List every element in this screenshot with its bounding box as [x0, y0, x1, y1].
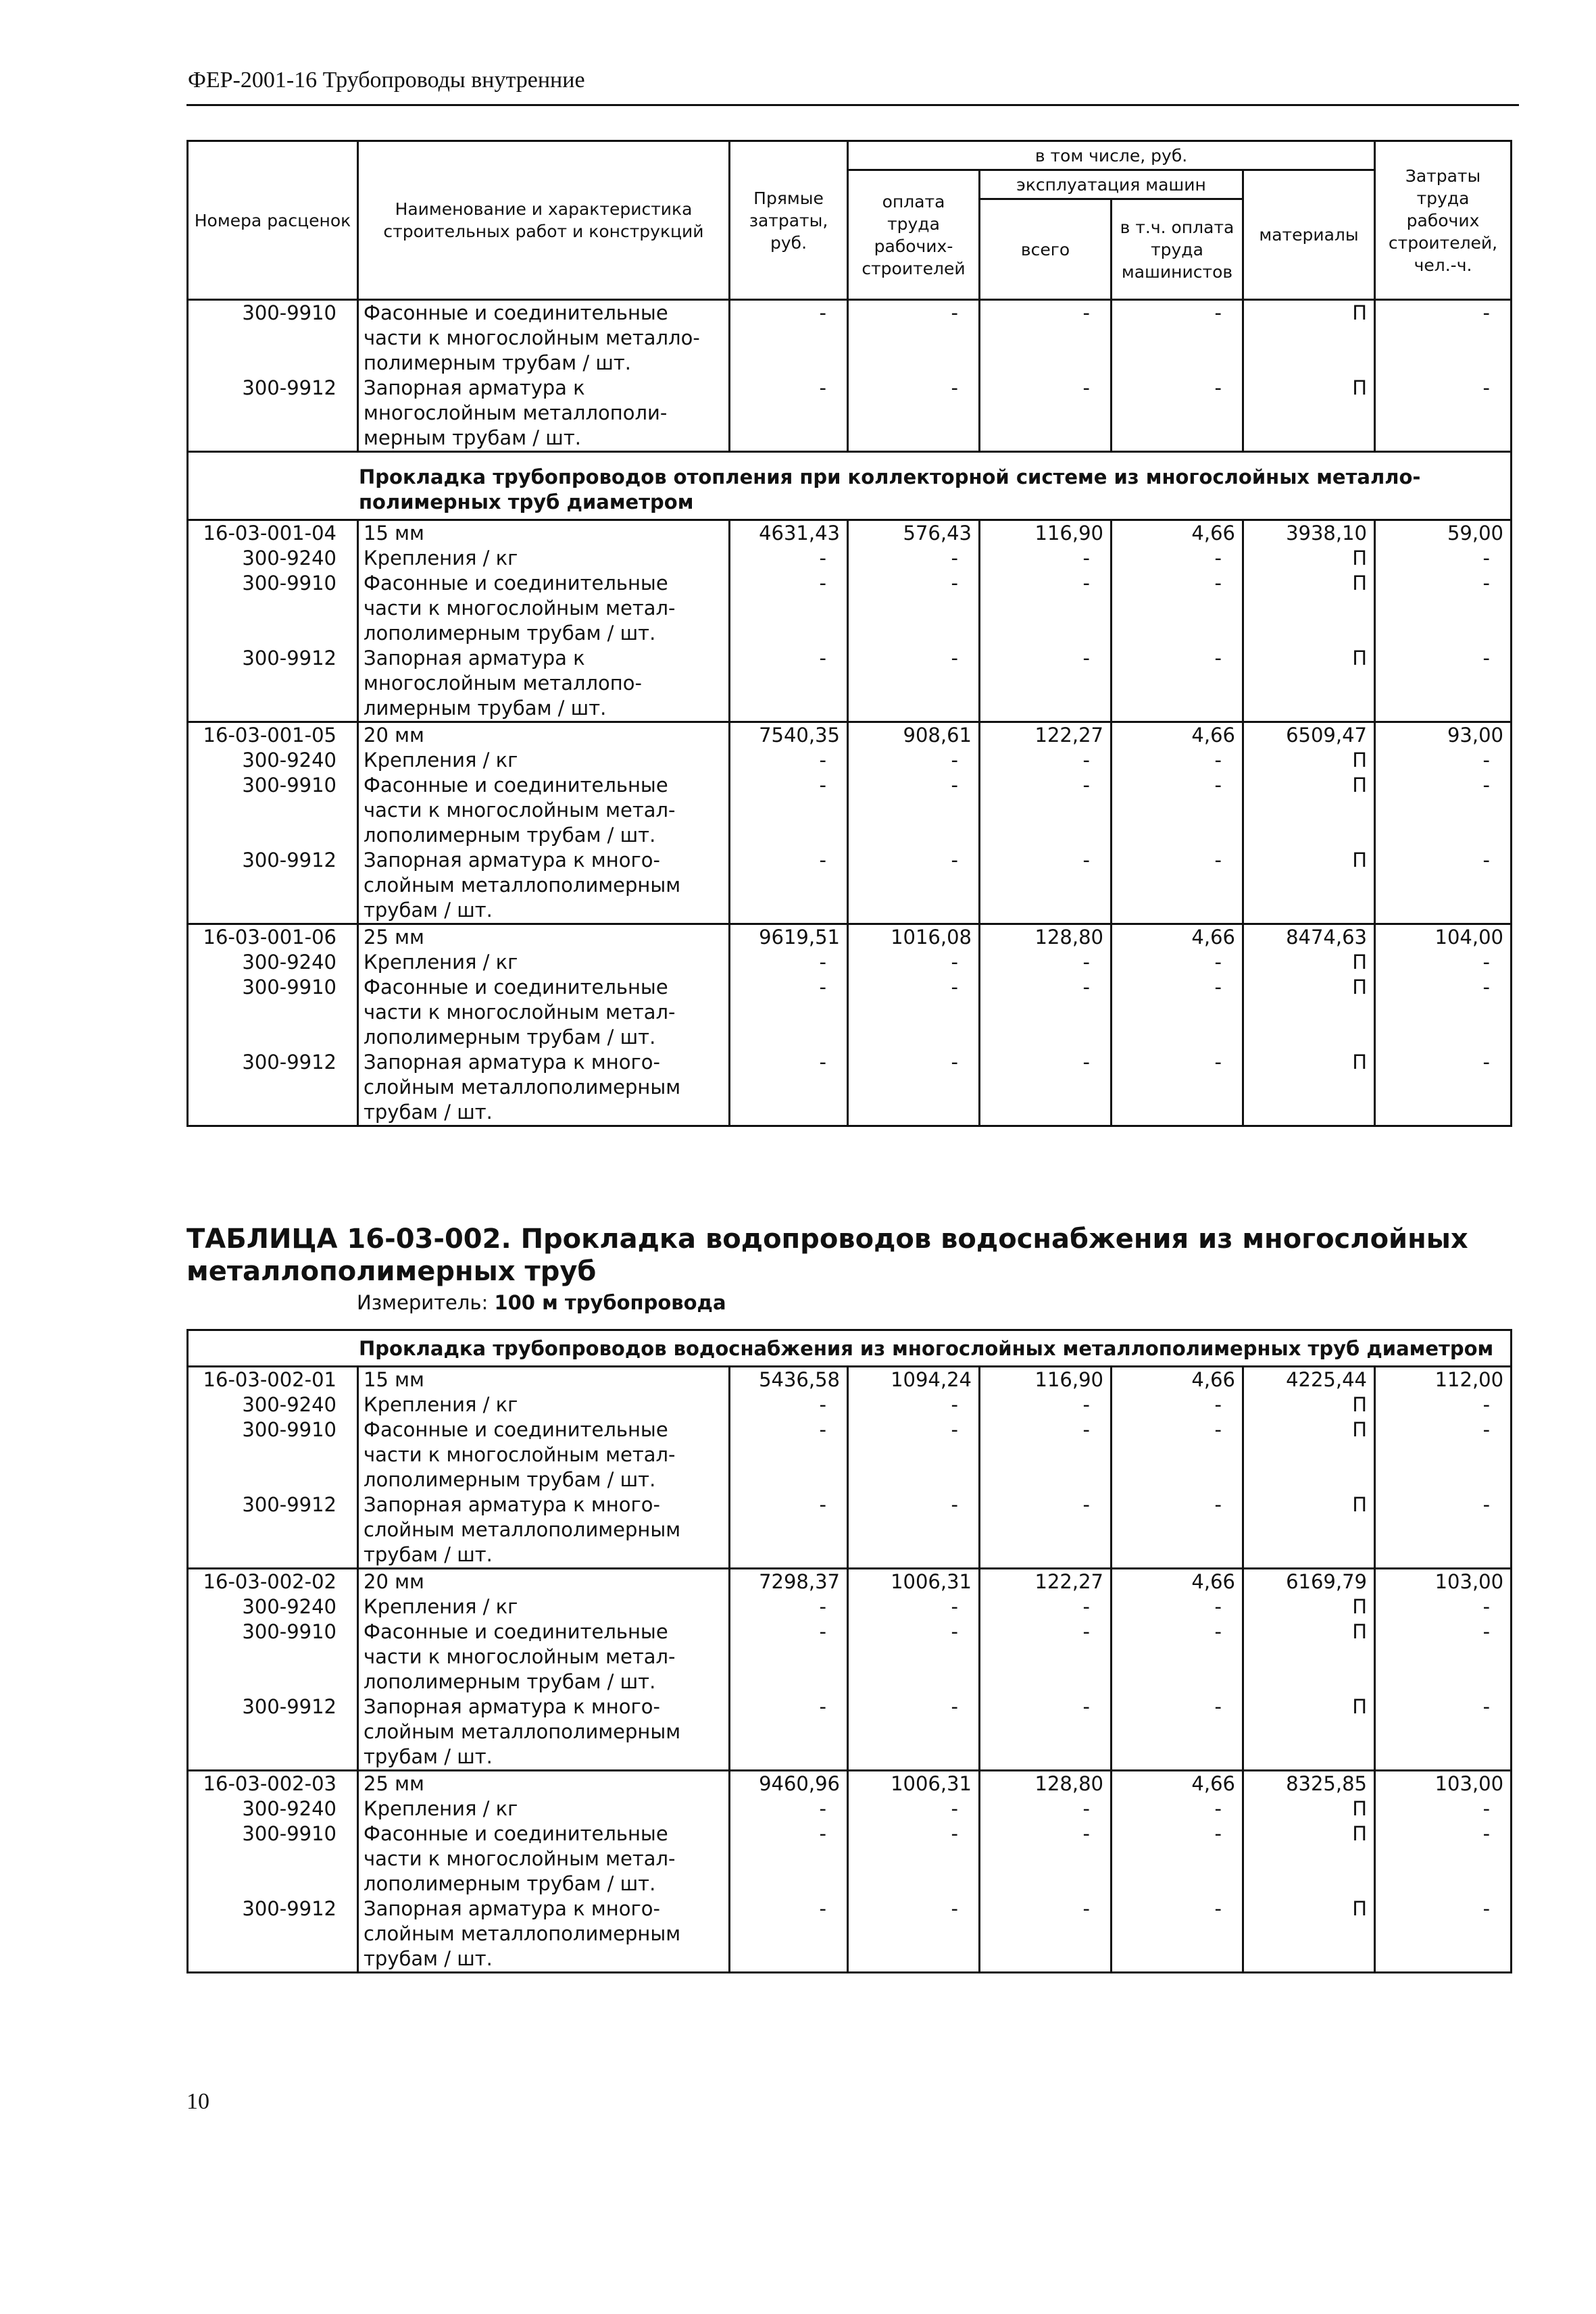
- cell-hours: -: [1375, 848, 1512, 924]
- cell-direct: 9619,51: [730, 924, 848, 951]
- cell-name: Крепления / кг: [358, 950, 730, 975]
- cell-direct: -: [730, 848, 848, 924]
- cell-hours: -: [1375, 1492, 1512, 1569]
- cell-hours: 103,00: [1375, 1771, 1512, 1797]
- cell-machines: -: [980, 1619, 1112, 1694]
- cell-code: 300-9910: [188, 571, 358, 646]
- table-row: [188, 300, 1512, 376]
- cell-machines: 128,80: [980, 1771, 1112, 1797]
- cell-materials: П: [1243, 1594, 1375, 1619]
- cell-hours: -: [1375, 975, 1512, 1050]
- cell-code: 300-9910: [188, 300, 358, 376]
- col-hours-header: Затраты труда рабочих строителей, чел.-ч.: [1375, 141, 1512, 300]
- cell-materials: П: [1243, 848, 1375, 924]
- header-rule: [186, 104, 1519, 106]
- table-row: [188, 1569, 1512, 1595]
- cell-name: Крепления / кг: [358, 1392, 730, 1417]
- cell-machines: -: [980, 975, 1112, 1050]
- cell-operators: -: [1112, 1492, 1243, 1569]
- cell-direct: -: [730, 646, 848, 722]
- cell-code: 300-9240: [188, 1796, 358, 1821]
- cell-direct: -: [730, 1896, 848, 1973]
- cell-labor: 1016,08: [848, 924, 980, 951]
- cell-hours: -: [1375, 1619, 1512, 1694]
- cell-materials: П: [1243, 773, 1375, 848]
- cell-direct: -: [730, 1417, 848, 1492]
- table-row: [188, 848, 1512, 924]
- cell-name: Запорная арматура к много-слойным металлополимерным трубам / шт.: [358, 1492, 730, 1569]
- cell-hours: -: [1375, 546, 1512, 571]
- table-row: [188, 1796, 1512, 1821]
- table-body-water: [188, 1367, 1512, 1973]
- table-row: [188, 546, 1512, 571]
- cell-machines: -: [980, 571, 1112, 646]
- table-row: [188, 950, 1512, 975]
- cell-code: 300-9240: [188, 546, 358, 571]
- cell-machines: -: [980, 1694, 1112, 1771]
- cell-name: Фасонные и соединительные части к многослойным металло-полимерным трубам / шт.: [358, 300, 730, 376]
- table-row: [188, 1050, 1512, 1126]
- col-code-header: Номера расценок: [188, 141, 358, 300]
- cell-code: 16-03-002-02: [188, 1569, 358, 1595]
- cell-operators: -: [1112, 1896, 1243, 1973]
- cell-direct: -: [730, 950, 848, 975]
- cell-code: 300-9240: [188, 950, 358, 975]
- cell-operators: -: [1112, 1796, 1243, 1821]
- col-labor-header: оплата труда рабочих-строителей: [848, 170, 980, 300]
- table-row: [188, 376, 1512, 452]
- cell-machines: -: [980, 1417, 1112, 1492]
- cell-name: Запорная арматура к много-слойным металлополимерным трубам / шт.: [358, 1896, 730, 1973]
- cell-labor: -: [848, 748, 980, 773]
- cell-materials: П: [1243, 1050, 1375, 1126]
- cell-direct: -: [730, 376, 848, 452]
- table-body-heating: [188, 520, 1512, 1126]
- table-row: [188, 1619, 1512, 1694]
- cell-direct: -: [730, 1050, 848, 1126]
- table-row: [188, 748, 1512, 773]
- cell-operators: -: [1112, 848, 1243, 924]
- cell-hours: -: [1375, 646, 1512, 722]
- cell-hours: -: [1375, 1417, 1512, 1492]
- cell-labor: -: [848, 1050, 980, 1126]
- cell-machines: -: [980, 1492, 1112, 1569]
- cell-materials: П: [1243, 1492, 1375, 1569]
- cell-labor: -: [848, 1594, 980, 1619]
- cell-labor: -: [848, 1417, 980, 1492]
- cell-direct: -: [730, 1821, 848, 1896]
- cell-hours: 93,00: [1375, 722, 1512, 749]
- cell-direct: 9460,96: [730, 1771, 848, 1797]
- cell-machines: 122,27: [980, 722, 1112, 749]
- cell-machines: -: [980, 773, 1112, 848]
- table-row: [188, 1896, 1512, 1973]
- cell-operators: -: [1112, 571, 1243, 646]
- cell-materials: П: [1243, 1417, 1375, 1492]
- cell-materials: П: [1243, 1392, 1375, 1417]
- table-header: [188, 141, 1512, 300]
- cell-direct: -: [730, 773, 848, 848]
- cell-operators: -: [1112, 748, 1243, 773]
- cell-materials: 8474,63: [1243, 924, 1375, 951]
- cell-operators: -: [1112, 546, 1243, 571]
- cell-code: 300-9910: [188, 773, 358, 848]
- section-heading: Прокладка трубопроводов водоснабжения из многослойных металлополимерных труб диаметром: [188, 1330, 1512, 1367]
- cell-labor: -: [848, 1821, 980, 1896]
- cell-machines: -: [980, 950, 1112, 975]
- meter-line: [357, 1290, 726, 1315]
- cell-code: 16-03-002-03: [188, 1771, 358, 1797]
- cell-machines: -: [980, 300, 1112, 376]
- cell-direct: 4631,43: [730, 520, 848, 547]
- cell-name: 15 мм: [358, 520, 730, 547]
- cell-operators: 4,66: [1112, 520, 1243, 547]
- cell-name: 25 мм: [358, 924, 730, 951]
- cell-labor: -: [848, 1896, 980, 1973]
- cell-code: 300-9912: [188, 1492, 358, 1569]
- cell-operators: -: [1112, 376, 1243, 452]
- cell-hours: -: [1375, 1796, 1512, 1821]
- cell-materials: П: [1243, 1821, 1375, 1896]
- cell-hours: -: [1375, 1050, 1512, 1126]
- table-row: [188, 924, 1512, 951]
- cell-direct: -: [730, 1619, 848, 1694]
- cell-machines: -: [980, 546, 1112, 571]
- cell-operators: -: [1112, 646, 1243, 722]
- meter-label: Измеритель:: [357, 1291, 489, 1314]
- cell-labor: -: [848, 300, 980, 376]
- cell-hours: 59,00: [1375, 520, 1512, 547]
- col-name-header: Наименование и характеристика строительных работ и конструкций: [358, 141, 730, 300]
- table-row: [188, 1821, 1512, 1896]
- cell-hours: -: [1375, 748, 1512, 773]
- cell-hours: 104,00: [1375, 924, 1512, 951]
- cell-code: 300-9912: [188, 848, 358, 924]
- cell-labor: -: [848, 376, 980, 452]
- cell-labor: 1006,31: [848, 1569, 980, 1595]
- cell-materials: 4225,44: [1243, 1367, 1375, 1393]
- cell-labor: -: [848, 646, 980, 722]
- rates-table: [186, 140, 1512, 1127]
- cell-name: Крепления / кг: [358, 546, 730, 571]
- cell-name: Фасонные и соединительные части к многослойным метал-лополимерным трубам / шт.: [358, 1619, 730, 1694]
- cell-labor: -: [848, 1694, 980, 1771]
- cell-operators: -: [1112, 1821, 1243, 1896]
- cell-name: Фасонные и соединительные части к многослойным метал-лополимерным трубам / шт.: [358, 975, 730, 1050]
- cell-hours: -: [1375, 1896, 1512, 1973]
- col-machines-group-header: эксплуатация машин: [980, 170, 1243, 199]
- cell-operators: -: [1112, 1050, 1243, 1126]
- rates-table-2: [186, 1329, 1512, 1973]
- cell-hours: -: [1375, 1694, 1512, 1771]
- cell-operators: -: [1112, 950, 1243, 975]
- cell-name: 15 мм: [358, 1367, 730, 1393]
- cell-operators: -: [1112, 1619, 1243, 1694]
- table-row: [188, 1771, 1512, 1797]
- cell-materials: П: [1243, 571, 1375, 646]
- cell-operators: 4,66: [1112, 1367, 1243, 1393]
- cell-direct: 5436,58: [730, 1367, 848, 1393]
- cell-code: 300-9912: [188, 1694, 358, 1771]
- cell-name: Запорная арматура к много-слойным металлополимерным трубам / шт.: [358, 1050, 730, 1126]
- table-row: [188, 1694, 1512, 1771]
- table-row: [188, 571, 1512, 646]
- cell-machines: 122,27: [980, 1569, 1112, 1595]
- cell-operators: 4,66: [1112, 722, 1243, 749]
- cell-labor: -: [848, 848, 980, 924]
- cell-name: Фасонные и соединительные части к многослойным метал-лополимерным трубам / шт.: [358, 773, 730, 848]
- cell-machines: -: [980, 1594, 1112, 1619]
- cell-operators: 4,66: [1112, 924, 1243, 951]
- cell-operators: 4,66: [1112, 1771, 1243, 1797]
- cell-name: 25 мм: [358, 1771, 730, 1797]
- table-row: [188, 646, 1512, 722]
- cell-labor: -: [848, 1796, 980, 1821]
- cell-labor: -: [848, 571, 980, 646]
- cell-operators: -: [1112, 975, 1243, 1050]
- cell-name: Запорная арматура к многослойным металлополи-мерным трубам / шт.: [358, 376, 730, 452]
- cell-machines: -: [980, 748, 1112, 773]
- cell-name: Фасонные и соединительные части к многослойным метал-лополимерным трубам / шт.: [358, 571, 730, 646]
- cell-materials: П: [1243, 1694, 1375, 1771]
- cell-code: 16-03-001-06: [188, 924, 358, 951]
- cell-code: 300-9240: [188, 1594, 358, 1619]
- cell-name: Запорная арматура к много-слойным металлополимерным трубам / шт.: [358, 848, 730, 924]
- cell-name: Запорная арматура к многослойным металлопо-лимерным трубам / шт.: [358, 646, 730, 722]
- cell-materials: П: [1243, 975, 1375, 1050]
- cell-code: 16-03-002-01: [188, 1367, 358, 1393]
- section-heading: Прокладка трубопроводов отопления при коллекторной системе из многослойных металло-полимерных труб диаметром: [188, 452, 1512, 520]
- cell-operators: -: [1112, 1392, 1243, 1417]
- cell-code: 300-9912: [188, 1050, 358, 1126]
- page-number: 10: [186, 2089, 209, 2114]
- cell-hours: -: [1375, 950, 1512, 975]
- cell-labor: -: [848, 975, 980, 1050]
- cell-labor: 1094,24: [848, 1367, 980, 1393]
- cell-hours: -: [1375, 376, 1512, 452]
- table-row: [188, 1594, 1512, 1619]
- cell-machines: -: [980, 1821, 1112, 1896]
- cell-materials: П: [1243, 376, 1375, 452]
- cell-labor: 1006,31: [848, 1771, 980, 1797]
- cell-name: Крепления / кг: [358, 748, 730, 773]
- cell-operators: 4,66: [1112, 1569, 1243, 1595]
- cell-code: 300-9910: [188, 1417, 358, 1492]
- cell-code: 300-9912: [188, 1896, 358, 1973]
- cell-labor: -: [848, 950, 980, 975]
- cell-materials: 6509,47: [1243, 722, 1375, 749]
- cell-labor: 908,61: [848, 722, 980, 749]
- cell-machines: 116,90: [980, 520, 1112, 547]
- cell-labor: -: [848, 1619, 980, 1694]
- cell-code: 300-9910: [188, 1619, 358, 1694]
- cell-hours: -: [1375, 1392, 1512, 1417]
- cell-machines: 128,80: [980, 924, 1112, 951]
- cell-materials: 6169,79: [1243, 1569, 1375, 1595]
- cell-materials: П: [1243, 646, 1375, 722]
- cell-name: Крепления / кг: [358, 1594, 730, 1619]
- cell-machines: -: [980, 1796, 1112, 1821]
- cell-code: 300-9910: [188, 975, 358, 1050]
- cell-materials: П: [1243, 546, 1375, 571]
- cell-hours: -: [1375, 773, 1512, 848]
- cell-name: Фасонные и соединительные части к многослойным метал-лополимерным трубам / шт.: [358, 1417, 730, 1492]
- cell-labor: -: [848, 546, 980, 571]
- col-machines-total-header: всего: [980, 199, 1112, 300]
- cell-direct: 7540,35: [730, 722, 848, 749]
- cell-machines: -: [980, 376, 1112, 452]
- cell-materials: П: [1243, 1619, 1375, 1694]
- col-materials-header: материалы: [1243, 170, 1375, 300]
- cell-labor: -: [848, 1492, 980, 1569]
- cell-hours: 103,00: [1375, 1569, 1512, 1595]
- cell-direct: -: [730, 1492, 848, 1569]
- cell-machines: -: [980, 1896, 1112, 1973]
- cell-materials: 3938,10: [1243, 520, 1375, 547]
- cell-name: Запорная арматура к много-слойным металлополимерным трубам / шт.: [358, 1694, 730, 1771]
- cell-machines: -: [980, 848, 1112, 924]
- cell-machines: -: [980, 646, 1112, 722]
- table-row: [188, 1392, 1512, 1417]
- cell-code: 300-9912: [188, 376, 358, 452]
- cell-materials: П: [1243, 748, 1375, 773]
- cell-operators: -: [1112, 300, 1243, 376]
- cell-code: 300-9912: [188, 646, 358, 722]
- table-row: [188, 1492, 1512, 1569]
- cell-hours: -: [1375, 1594, 1512, 1619]
- cell-code: 300-9240: [188, 748, 358, 773]
- cell-operators: -: [1112, 1594, 1243, 1619]
- col-incl-header: в том числе, руб.: [848, 141, 1375, 170]
- table-row: [188, 773, 1512, 848]
- cell-direct: -: [730, 1594, 848, 1619]
- cell-hours: -: [1375, 300, 1512, 376]
- cell-materials: П: [1243, 950, 1375, 975]
- cell-labor: -: [848, 773, 980, 848]
- cell-direct: -: [730, 571, 848, 646]
- table-body-top: [188, 300, 1512, 452]
- table-row: [188, 722, 1512, 749]
- cell-code: 16-03-001-05: [188, 722, 358, 749]
- section-water: [188, 1330, 1512, 1367]
- cell-machines: -: [980, 1392, 1112, 1417]
- table-title: ТАБЛИЦА 16-03-002. Прокладка водопроводов водоснабжения из многослойных металлополимерных труб: [186, 1224, 1468, 1287]
- cell-name: Фасонные и соединительные части к многослойным метал-лополимерным трубам / шт.: [358, 1821, 730, 1896]
- cell-code: 300-9240: [188, 1392, 358, 1417]
- cell-direct: -: [730, 1392, 848, 1417]
- cell-direct: -: [730, 1694, 848, 1771]
- meter-value: 100 м трубопровода: [494, 1291, 726, 1314]
- cell-direct: -: [730, 975, 848, 1050]
- cell-direct: -: [730, 300, 848, 376]
- cell-labor: -: [848, 1392, 980, 1417]
- cell-direct: -: [730, 1796, 848, 1821]
- cell-name: 20 мм: [358, 1569, 730, 1595]
- cell-direct: 7298,37: [730, 1569, 848, 1595]
- table-row: [188, 520, 1512, 547]
- table-row: [188, 1367, 1512, 1393]
- cell-code: 16-03-001-04: [188, 520, 358, 547]
- cell-operators: -: [1112, 773, 1243, 848]
- cell-operators: -: [1112, 1417, 1243, 1492]
- cell-machines: 116,90: [980, 1367, 1112, 1393]
- cell-direct: -: [730, 546, 848, 571]
- page-header: ФЕР-2001-16 Трубопроводы внутренние: [188, 68, 585, 93]
- cell-labor: 576,43: [848, 520, 980, 547]
- cell-direct: -: [730, 748, 848, 773]
- col-operators-header: в т.ч. оплата труда машинистов: [1112, 199, 1243, 300]
- cell-name: 20 мм: [358, 722, 730, 749]
- table-row: [188, 1417, 1512, 1492]
- cell-name: Крепления / кг: [358, 1796, 730, 1821]
- col-direct-header: Прямые затраты, руб.: [730, 141, 848, 300]
- cell-hours: 112,00: [1375, 1367, 1512, 1393]
- cell-materials: П: [1243, 1896, 1375, 1973]
- cell-machines: -: [980, 1050, 1112, 1126]
- cell-operators: -: [1112, 1694, 1243, 1771]
- cell-hours: -: [1375, 1821, 1512, 1896]
- cell-materials: П: [1243, 300, 1375, 376]
- section-heating: [188, 452, 1512, 520]
- cell-materials: П: [1243, 1796, 1375, 1821]
- cell-hours: -: [1375, 571, 1512, 646]
- cell-materials: 8325,85: [1243, 1771, 1375, 1797]
- table-row: [188, 975, 1512, 1050]
- cell-code: 300-9910: [188, 1821, 358, 1896]
